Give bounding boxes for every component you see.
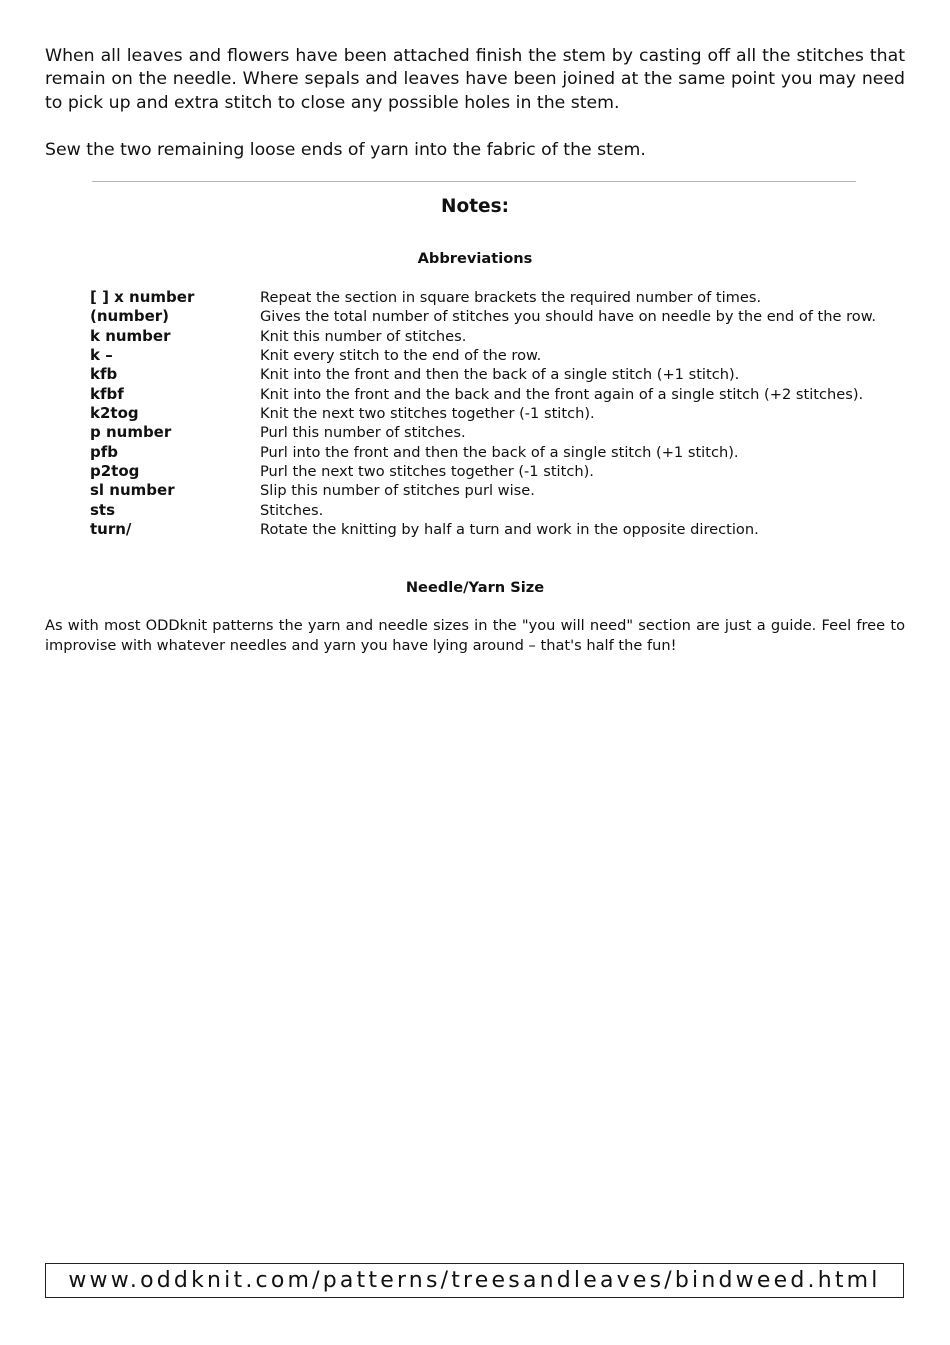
abbreviation-definition: Repeat the section in square brackets the required number of times. [260, 289, 762, 306]
abbreviation-term: k2tog [90, 404, 139, 423]
abbreviation-definition: Knit into the front and the back and the front again of a single stitch (+2 stitches). [260, 385, 864, 403]
abbreviation-term: [ ] x number [90, 288, 195, 306]
abbreviation-term: k number [90, 326, 171, 345]
abbreviation-definition: Purl the next two stitches together (-1 stitch). [260, 463, 594, 481]
abbreviation-row [90, 443, 870, 462]
abbreviation-term: k – [90, 346, 113, 365]
footer-url[interactable]: www.oddknit.com/patterns/treesandleaves/bindweed.html [68, 1268, 881, 1293]
abbreviation-definition: Slip this number of stitches purl wise. [260, 482, 535, 500]
abbreviation-term: turn/ [90, 520, 132, 539]
abbreviation-row [90, 365, 870, 384]
notes-heading: Notes: [441, 196, 509, 217]
footer-url-box [45, 1263, 904, 1298]
abbreviation-term: p2tog [90, 462, 140, 481]
abbreviation-row [90, 423, 870, 442]
abbreviation-row [90, 346, 870, 365]
abbreviation-row [90, 481, 870, 500]
instruction-paragraph-sew-ends: Sew the two remaining loose ends of yarn into the fabric of the stem. [45, 140, 646, 160]
abbreviation-term: p number [90, 423, 172, 442]
abbreviation-definition: Knit the next two stitches together (-1 stitch). [260, 405, 595, 423]
abbreviation-row [90, 462, 870, 481]
abbreviation-row [90, 501, 870, 520]
abbreviation-definition: Knit every stitch to the end of the row. [260, 347, 542, 365]
abbreviations-heading: Abbreviations [417, 250, 533, 267]
abbreviation-definition: Purl into the front and then the back of a single stitch (+1 stitch). [260, 443, 739, 461]
abbreviation-row [90, 307, 876, 326]
abbreviation-row [90, 288, 870, 307]
abbreviation-term: (number) [90, 307, 170, 326]
abbreviation-term: sl number [90, 481, 175, 500]
abbreviation-row [90, 404, 870, 423]
needle-yarn-size-paragraph: As with most ODDknit patterns the yarn and needle sizes in the "you will need" section are just a guide. Feel free to improvise with whatever needles and yarn you have lying around – that's half the fun! [45, 617, 905, 654]
abbreviations-list [90, 288, 876, 539]
abbreviation-term: kfbf [90, 384, 124, 403]
abbreviation-row [90, 327, 870, 346]
instruction-paragraph-cast-off: When all leaves and flowers have been attached finish the stem by casting off all the stitches that remain on the needle. Where sepals and leaves have been joined at the same point you may need to pick up and extra stitch to close any possible holes in the stem. [45, 46, 905, 113]
abbreviation-definition: Stitches. [260, 501, 324, 519]
section-divider [92, 181, 856, 182]
abbreviation-row [90, 520, 870, 539]
abbreviation-definition: Gives the total number of stitches you should have on needle by the end of the row. [260, 308, 876, 326]
abbreviation-definition: Knit into the front and then the back of a single stitch (+1 stitch). [260, 366, 740, 384]
abbreviation-row [90, 385, 870, 404]
abbreviation-definition: Rotate the knitting by half a turn and work in the opposite direction. [260, 521, 759, 539]
abbreviation-definition: Knit this number of stitches. [260, 327, 467, 345]
abbreviation-term: pfb [90, 442, 119, 461]
abbreviation-term: kfb [90, 365, 118, 384]
abbreviation-definition: Purl this number of stitches. [260, 424, 466, 442]
needle-yarn-size-heading: Needle/Yarn Size [405, 579, 545, 596]
abbreviation-term: sts [90, 500, 116, 519]
